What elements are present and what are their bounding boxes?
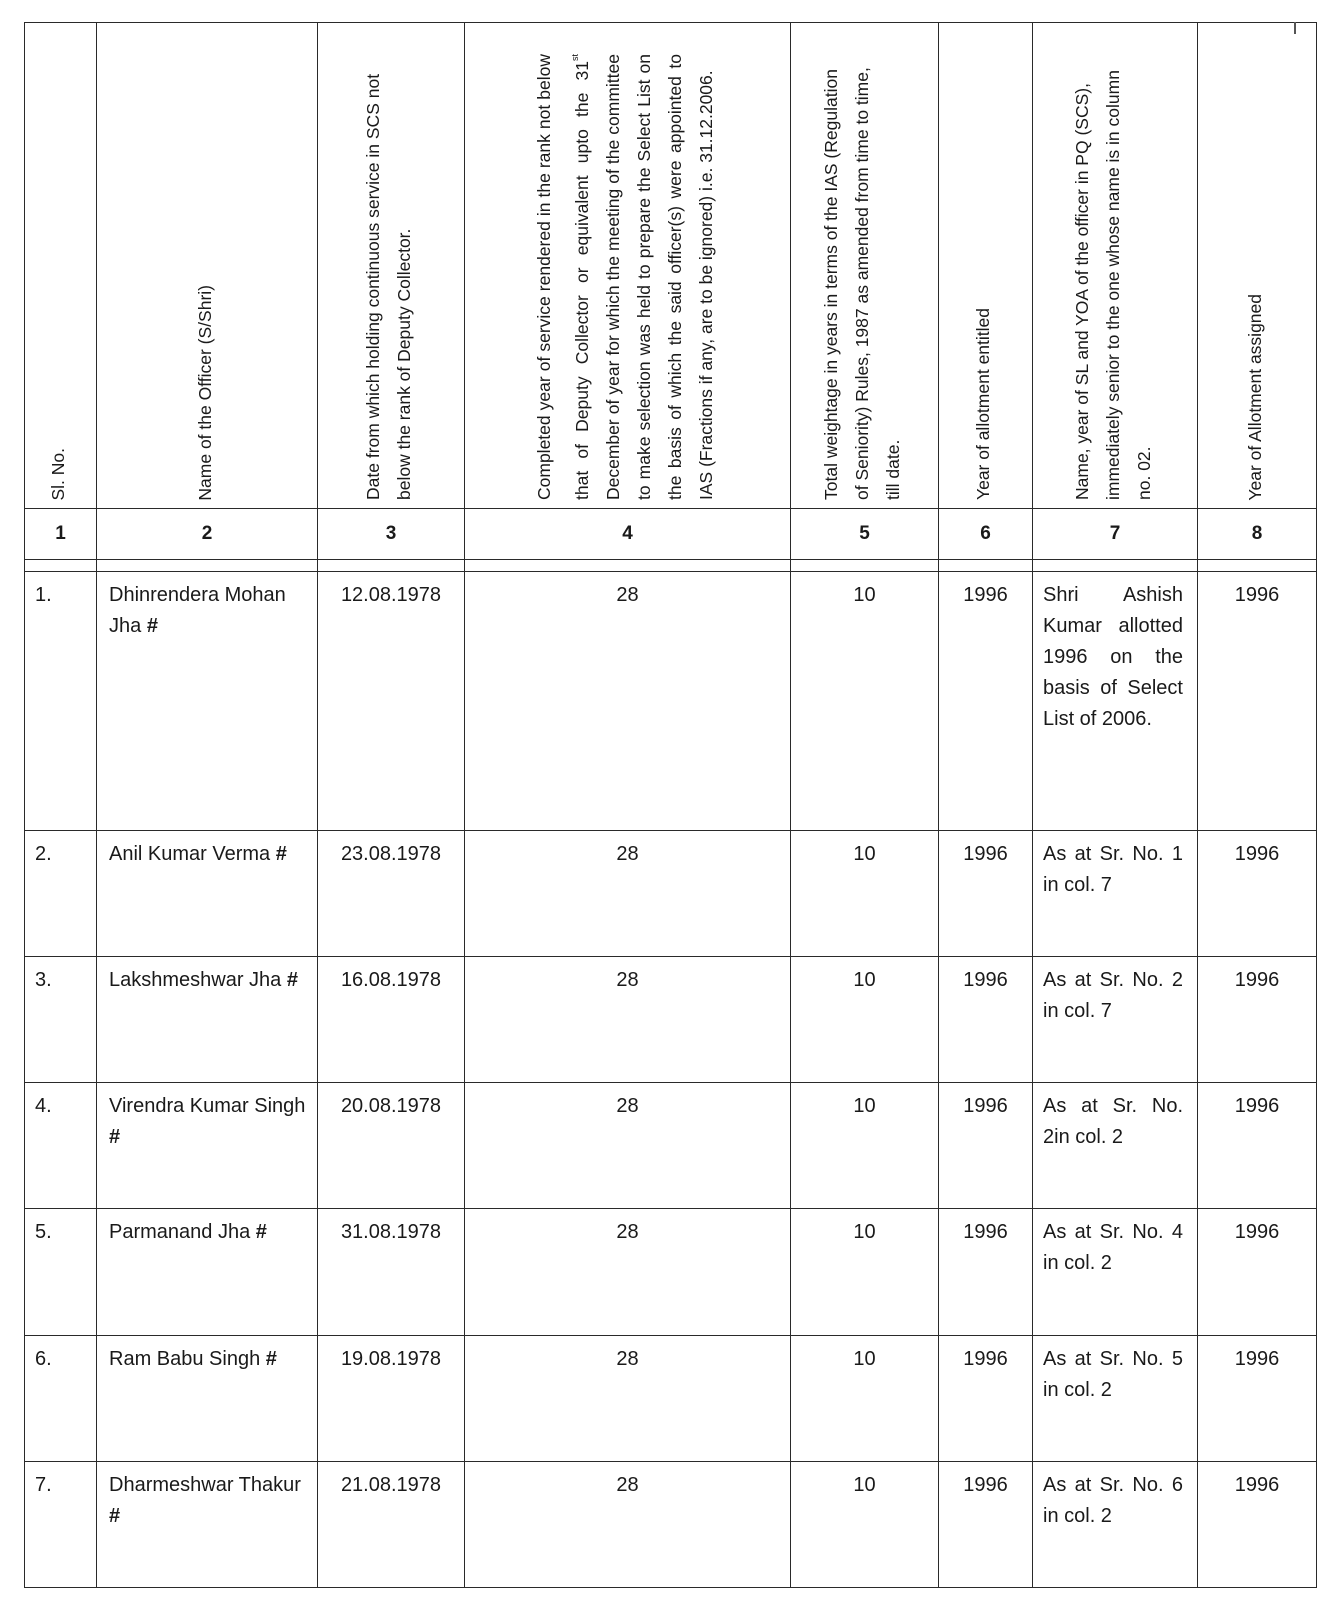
sl-no-cell: 3. xyxy=(25,957,97,1083)
spacer-cell xyxy=(1198,560,1317,572)
header-row xyxy=(25,23,1317,509)
hash-mark: # xyxy=(275,842,287,865)
hash-mark: # xyxy=(265,1347,277,1370)
senior-officer-cell: As at Sr. No. 2 in col. 7 xyxy=(1033,957,1198,1083)
yoa-assigned-cell: 1996 xyxy=(1198,957,1317,1083)
column-number: 8 xyxy=(1198,509,1317,560)
hash-mark: # xyxy=(109,1504,121,1527)
date-cell: 21.08.1978 xyxy=(318,1461,465,1587)
header-text: Date from which holding continuous service in SCS not below the rank of Deputy Collector. xyxy=(363,74,414,501)
header-total-weightage xyxy=(791,23,939,509)
header-text-part: December of year for which the meeting of the committee to make selection was held to prepare the Select List on the basis of which the said officer(s) were appointed to IAS (Fractions if any, are to be ignored) i.e. 31.12.2006. xyxy=(602,54,716,501)
officer-name-cell xyxy=(97,1461,318,1587)
service-years-cell: 28 xyxy=(465,830,791,956)
yoa-assigned-cell: 1996 xyxy=(1198,572,1317,830)
header-text: Sl. No. xyxy=(48,447,68,501)
table-row xyxy=(25,1083,1317,1209)
header-superscript: st xyxy=(570,54,581,62)
header-senior-officer xyxy=(1033,23,1198,509)
header-text xyxy=(523,38,732,508)
weightage-cell: 10 xyxy=(791,957,939,1083)
yoa-entitled-cell: 1996 xyxy=(939,957,1033,1083)
header-text: Year of Allotment assigned xyxy=(1244,293,1265,501)
weightage-cell: 10 xyxy=(791,1083,939,1209)
spacer-cell xyxy=(25,560,97,572)
weightage-cell: 10 xyxy=(791,1461,939,1587)
spacer-cell xyxy=(465,560,791,572)
officer-name: Parmanand Jha xyxy=(109,1221,251,1244)
table-row xyxy=(25,572,1317,830)
spacer-cell xyxy=(939,560,1033,572)
header-yoa-entitled xyxy=(939,23,1033,509)
date-cell: 16.08.1978 xyxy=(318,957,465,1083)
date-cell: 20.08.1978 xyxy=(318,1083,465,1209)
sl-no-cell: 2. xyxy=(25,830,97,956)
senior-officer-cell: As at Sr. No. 5 in col. 2 xyxy=(1033,1335,1198,1461)
header-text-part: Completed year of service rendered in the rank not below that of Deputy Collector or equivalent upto the 31 xyxy=(534,54,592,501)
header-sl-no xyxy=(25,23,97,509)
spacer-row xyxy=(25,560,1317,572)
service-years-cell: 28 xyxy=(465,1461,791,1587)
officer-name: Dhinrendera Mohan Jha xyxy=(109,584,286,638)
senior-officer-cell: As at Sr. No. 2in col. 2 xyxy=(1033,1083,1198,1209)
officer-name-cell xyxy=(97,957,318,1083)
officer-name-cell xyxy=(97,1209,318,1335)
weightage-cell: 10 xyxy=(791,830,939,956)
column-number: 4 xyxy=(465,509,791,560)
spacer-cell xyxy=(318,560,465,572)
sl-no-cell: 4. xyxy=(25,1083,97,1209)
yoa-assigned-cell: 1996 xyxy=(1198,1461,1317,1587)
officer-name-cell xyxy=(97,572,318,830)
date-cell: 12.08.1978 xyxy=(318,572,465,830)
date-cell: 23.08.1978 xyxy=(318,830,465,956)
column-number: 1 xyxy=(25,509,97,560)
officer-name: Virendra Kumar Singh xyxy=(109,1095,306,1118)
column-number: 3 xyxy=(318,509,465,560)
date-cell: 19.08.1978 xyxy=(318,1335,465,1461)
yoa-entitled-cell: 1996 xyxy=(939,830,1033,956)
sl-no-cell: 6. xyxy=(25,1335,97,1461)
table-row xyxy=(25,830,1317,956)
column-number: 7 xyxy=(1033,509,1198,560)
senior-officer-cell: As at Sr. No. 4 in col. 2 xyxy=(1033,1209,1198,1335)
weightage-cell: 10 xyxy=(791,572,939,830)
service-years-cell: 28 xyxy=(465,1209,791,1335)
officer-name-cell xyxy=(97,1083,318,1209)
yoa-assigned-cell: 1996 xyxy=(1198,1083,1317,1209)
yoa-assigned-cell: 1996 xyxy=(1198,1335,1317,1461)
sl-no-cell: 7. xyxy=(25,1461,97,1587)
header-text: Name of the Officer (S/Shri) xyxy=(194,284,215,501)
header-completed-years xyxy=(465,23,791,509)
senior-officer-cell: Shri Ashish Kumar allotted 1996 on the basis of Select List of 2006. xyxy=(1033,572,1198,830)
service-years-cell: 28 xyxy=(465,957,791,1083)
officer-name: Lakshmeshwar Jha xyxy=(109,969,282,992)
senior-officer-cell: As at Sr. No. 6 in col. 2 xyxy=(1033,1461,1198,1587)
officer-name-cell xyxy=(97,1335,318,1461)
table-row xyxy=(25,1209,1317,1335)
header-text: Name, year of SL and YOA of the officer in PQ (SCS), immediately senior to the one whose name is in column no. 02. xyxy=(1071,70,1154,501)
header-officer-name xyxy=(97,23,318,509)
service-years-cell: 28 xyxy=(465,1335,791,1461)
weightage-cell: 10 xyxy=(791,1209,939,1335)
spacer-cell xyxy=(791,560,939,572)
officer-name-cell xyxy=(97,830,318,956)
header-text: Year of allotment entitled xyxy=(973,308,993,501)
hash-mark: # xyxy=(109,1126,121,1149)
column-number: 2 xyxy=(97,509,318,560)
yoa-assigned-cell: 1996 xyxy=(1198,1209,1317,1335)
seniority-table-sheet xyxy=(24,22,1316,1588)
sl-no-cell: 5. xyxy=(25,1209,97,1335)
yoa-entitled-cell: 1996 xyxy=(939,1209,1033,1335)
seniority-table xyxy=(24,22,1317,1588)
senior-officer-cell: As at Sr. No. 1 in col. 7 xyxy=(1033,830,1198,956)
yoa-entitled-cell: 1996 xyxy=(939,1083,1033,1209)
service-years-cell: 28 xyxy=(465,572,791,830)
hash-mark: # xyxy=(286,969,298,992)
date-cell: 31.08.1978 xyxy=(318,1209,465,1335)
column-number-row xyxy=(25,509,1317,560)
officer-name: Anil Kumar Verma xyxy=(109,842,271,865)
column-number: 5 xyxy=(791,509,939,560)
column-number: 6 xyxy=(939,509,1033,560)
header-continuous-service-date xyxy=(318,23,465,509)
header-yoa-assigned xyxy=(1198,23,1317,509)
officer-name: Dharmeshwar Thakur xyxy=(109,1473,301,1496)
hash-mark: # xyxy=(146,615,158,638)
sl-no-cell: 1. xyxy=(25,572,97,830)
hash-mark: # xyxy=(255,1221,267,1244)
officer-name: Ram Babu Singh xyxy=(109,1347,261,1370)
table-row xyxy=(25,1461,1317,1587)
yoa-assigned-cell: 1996 xyxy=(1198,830,1317,956)
yoa-entitled-cell: 1996 xyxy=(939,1335,1033,1461)
spacer-cell xyxy=(1033,560,1198,572)
header-text: Total weightage in years in terms of the IAS (Regulation of Seniority) Rules, 1987 as amended from time to time, till date. xyxy=(821,67,903,501)
spacer-cell xyxy=(97,560,318,572)
weightage-cell: 10 xyxy=(791,1335,939,1461)
table-row xyxy=(25,957,1317,1083)
yoa-entitled-cell: 1996 xyxy=(939,1461,1033,1587)
table-row xyxy=(25,1335,1317,1461)
service-years-cell: 28 xyxy=(465,1083,791,1209)
yoa-entitled-cell: 1996 xyxy=(939,572,1033,830)
